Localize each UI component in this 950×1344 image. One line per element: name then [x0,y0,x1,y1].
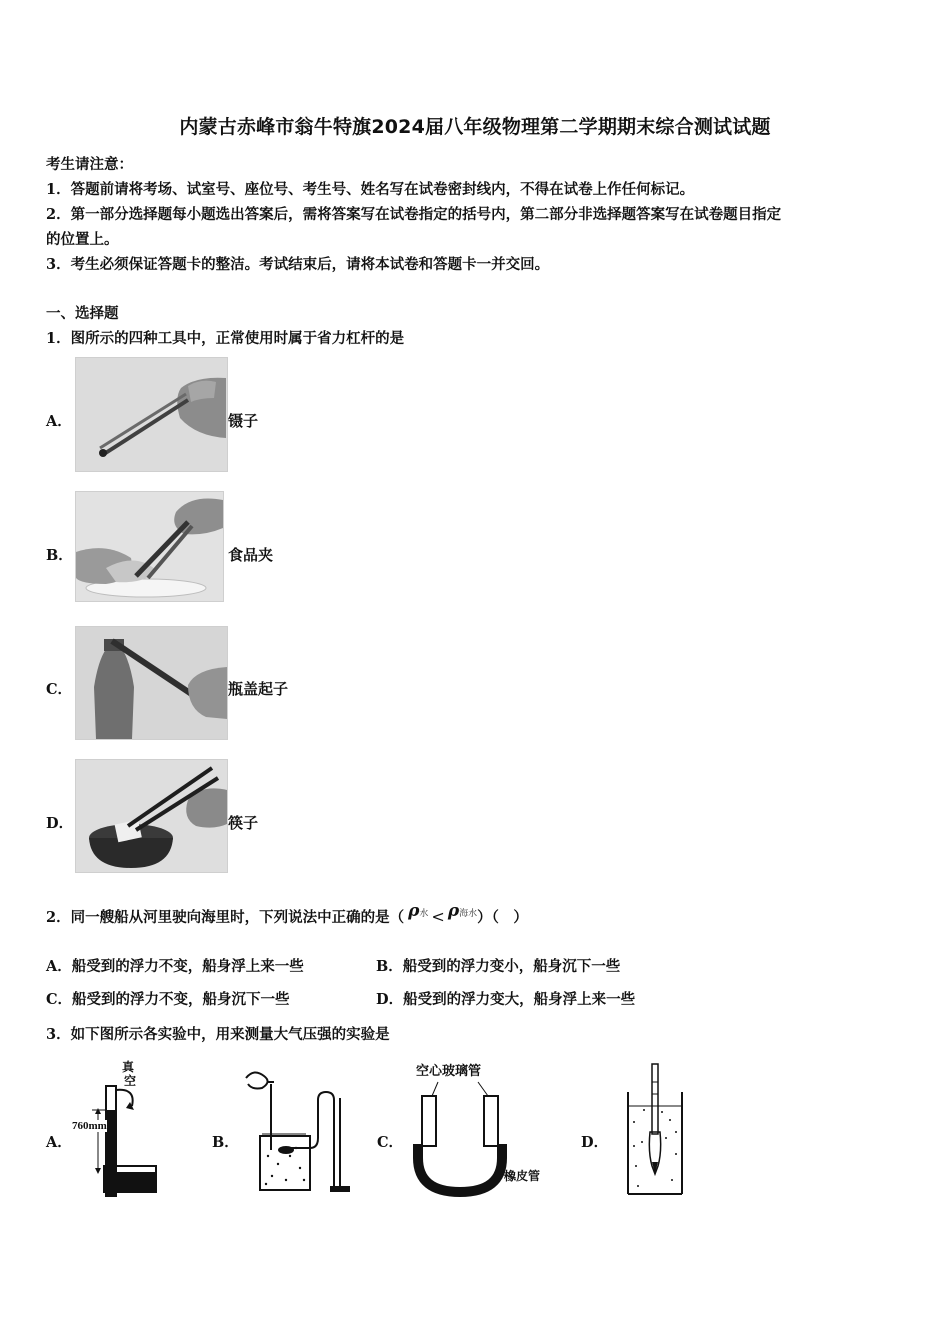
beaker-figure [238,1064,350,1196]
less-than-sign: < [431,907,445,926]
notice-item-3: 3．考生必须保证答题卡的整洁。考试结束后，请将本试卷和答题卡一并交回。 [46,256,550,273]
q2-option-d: D．船受到的浮力变大，船身浮上来一些 [376,991,636,1008]
density-inequality [408,901,478,926]
q3-option-a-letter: A． [46,1134,72,1151]
q1-option-b-label: 食品夹 [228,546,274,564]
q1-option-c-label: 瓶盖起子 [228,680,289,698]
torricelli-figure [70,1062,160,1204]
chopsticks-photo [75,759,228,873]
question-3-stem: 3．如下图所示各实验中，用来测量大气压强的实验是 [46,1026,390,1043]
rho-symbol-water: ρ [408,901,420,921]
height-label: 760mm [72,1120,107,1132]
q1-option-a-label: 镊子 [228,412,259,430]
subscript-sea: 海水 [459,909,478,919]
vacuum-label-1: 真 [122,1060,135,1074]
notice-item-2: 2．第一部分选择题每小题选出答案后，需将答案写在试卷指定的括号内，第二部分非选择题答案写在试卷题目指定 [46,206,782,223]
question-1-stem: 1．图所示的四种工具中，正常使用时属于省力杠杆的是 [46,330,405,347]
q2-option-a: A．船受到的浮力不变，船身浮上来一些 [46,958,304,975]
u-tube-figure [404,1060,554,1200]
q3-option-b-letter: B． [212,1134,239,1151]
page-title: 内蒙古赤峰市翁牛特旗2024届八年级物理第二学期期末综合测试试题 [179,116,771,138]
question-2-tail: ）（ ） [477,909,528,926]
bottle-opener-photo [75,626,228,740]
rho-symbol-sea: ρ [447,901,460,921]
q1-option-d-label: 筷子 [228,814,259,832]
question-2-text: 2．同一艘船从河里驶向海里时，下列说法中正确的是（ [46,909,405,926]
q3-option-c-letter: C． [377,1134,404,1151]
notice-heading: 考生请注意： [46,156,133,173]
q3-option-d-letter: D． [581,1134,609,1151]
hollow-glass-tube-label: 空心玻璃管 [416,1064,482,1079]
q2-option-b: B．船受到的浮力变小，船身沉下一些 [376,958,621,975]
food-clip-photo [75,491,224,602]
tweezers-photo [75,357,228,472]
q1-option-d-letter: D． [46,815,74,832]
subscript-water: 水 [419,909,429,919]
cylinder-figure [622,1062,688,1198]
notice-item-1: 1．答题前请将考场、试室号、座位号、考生号、姓名写在试卷密封线内，不得在试卷上作任何标记。 [46,181,695,198]
rubber-tube-label: 橡皮管 [504,1169,541,1183]
vacuum-label-2: 空 [124,1074,137,1088]
section-heading: 一、选择题 [46,305,119,322]
q2-option-c: C．船受到的浮力不变，船身沉下一些 [46,991,290,1008]
question-2-stem [46,901,528,927]
q1-option-a-letter: A． [46,413,72,430]
q1-option-c-letter: C． [46,681,73,698]
notice-item-2-cont: 的位置上。 [46,231,119,248]
q1-option-b-letter: B． [46,547,73,564]
